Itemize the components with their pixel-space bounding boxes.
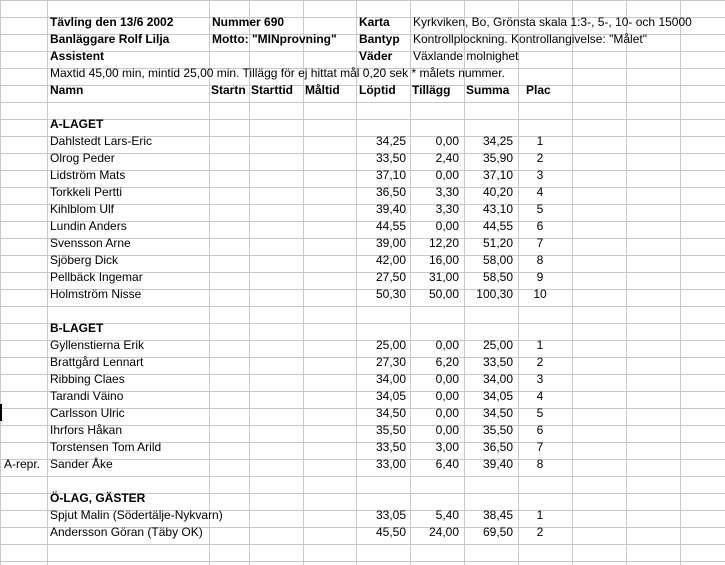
tillagg-cell[interactable]: 16,00 xyxy=(428,253,459,267)
table-row xyxy=(0,371,725,388)
summa-cell[interactable]: 33,50 xyxy=(482,355,513,369)
tillagg-cell[interactable]: 31,00 xyxy=(428,270,459,284)
plac-cell[interactable]: 8 xyxy=(536,253,544,267)
loptid-cell[interactable]: 27,50 xyxy=(375,270,406,284)
summa-cell[interactable]: 34,50 xyxy=(482,406,513,420)
plac-cell[interactable]: 1 xyxy=(536,508,544,522)
competition-date-cell[interactable]: Tävling den 13/6 2002 xyxy=(50,15,174,29)
loptid-cell[interactable]: 35,50 xyxy=(375,423,406,437)
plac-cell[interactable]: 7 xyxy=(536,440,544,454)
name-cell[interactable]: Ihrfors Håkan xyxy=(50,423,123,437)
tillagg-cell[interactable]: 50,00 xyxy=(428,287,459,301)
tillagg-cell[interactable]: 0,00 xyxy=(435,372,459,386)
summa-cell[interactable]: 35,90 xyxy=(482,151,513,165)
name-cell[interactable]: Carlsson Ulric xyxy=(50,406,125,420)
tillagg-cell[interactable]: 12,20 xyxy=(428,236,459,250)
loptid-cell[interactable]: 33,50 xyxy=(375,151,406,165)
loptid-cell[interactable]: 34,00 xyxy=(375,372,406,386)
summa-cell[interactable]: 58,00 xyxy=(482,253,513,267)
tillagg-cell[interactable]: 2,40 xyxy=(435,151,459,165)
summa-cell[interactable]: 36,50 xyxy=(482,440,513,454)
table-row xyxy=(0,354,725,371)
name-cell[interactable]: Spjut Malin (Södertälje-Nykvarn) xyxy=(50,508,223,522)
tillagg-cell[interactable]: 3,00 xyxy=(435,440,459,454)
table-row xyxy=(0,235,725,252)
table-row xyxy=(0,133,725,150)
loptid-cell[interactable]: 44,55 xyxy=(375,219,406,233)
plac-cell[interactable]: 2 xyxy=(536,355,544,369)
course-type-label-cell[interactable]: Bantyp xyxy=(359,32,400,46)
loptid-cell[interactable]: 33,05 xyxy=(375,508,406,522)
loptid-cell[interactable]: 50,30 xyxy=(375,287,406,301)
column-header-summa[interactable]: Summa xyxy=(466,83,510,97)
table-row xyxy=(0,422,725,439)
table-row xyxy=(0,405,725,422)
plac-cell[interactable]: 8 xyxy=(536,457,544,471)
column-header-loptid[interactable]: Löptid xyxy=(359,83,396,97)
motto-cell[interactable]: Motto: "MINprovning" xyxy=(212,32,337,46)
loptid-cell[interactable]: 36,50 xyxy=(375,185,406,199)
loptid-cell[interactable]: 34,50 xyxy=(375,406,406,420)
column-header-row xyxy=(0,82,725,99)
tillagg-cell[interactable]: 3,30 xyxy=(435,202,459,216)
name-cell[interactable]: Tarandi Väino xyxy=(50,389,124,403)
loptid-cell[interactable]: 27,30 xyxy=(375,355,406,369)
header-row-1 xyxy=(0,14,725,31)
tillagg-cell[interactable]: 0,00 xyxy=(435,423,459,437)
tillagg-cell[interactable]: 5,40 xyxy=(435,508,459,522)
group-title-cell[interactable]: B-LAGET xyxy=(50,321,104,335)
name-cell[interactable]: Lundin Anders xyxy=(50,219,127,233)
competition-number-cell[interactable]: Nummer 690 xyxy=(212,15,285,29)
name-cell[interactable]: Ribbing Claes xyxy=(50,372,125,386)
table-row xyxy=(0,252,725,269)
assistant-cell[interactable]: Assistent xyxy=(50,49,105,63)
table-row xyxy=(0,201,725,218)
column-header-tillagg[interactable]: Tillägg xyxy=(412,83,451,97)
rules-row xyxy=(0,65,725,82)
loptid-cell[interactable]: 33,00 xyxy=(375,457,406,471)
summa-cell[interactable]: 35,50 xyxy=(482,423,513,437)
note-cell[interactable]: A-repr. xyxy=(4,457,41,471)
tillagg-cell[interactable]: 0,00 xyxy=(435,406,459,420)
plac-cell[interactable]: 6 xyxy=(536,219,544,233)
map-label-cell[interactable]: Karta xyxy=(359,15,390,29)
loptid-cell[interactable]: 39,00 xyxy=(375,236,406,250)
name-cell[interactable]: Dahlstedt Lars-Eric xyxy=(50,134,153,148)
column-header-starttid[interactable]: Starttid xyxy=(251,83,293,97)
name-cell[interactable]: Holmström Nisse xyxy=(50,287,142,301)
table-row xyxy=(0,218,725,235)
plac-cell[interactable]: 2 xyxy=(536,151,544,165)
tillagg-cell[interactable]: 24,00 xyxy=(428,525,459,539)
summa-cell[interactable]: 44,55 xyxy=(482,219,513,233)
name-cell[interactable]: Lidström Mats xyxy=(50,168,126,182)
summa-cell[interactable]: 40,20 xyxy=(482,185,513,199)
summa-cell[interactable]: 100,30 xyxy=(476,287,513,301)
group-title-row xyxy=(0,490,725,507)
loptid-cell[interactable]: 42,00 xyxy=(375,253,406,267)
plac-cell[interactable]: 1 xyxy=(536,338,544,352)
table-row xyxy=(0,337,725,354)
name-cell[interactable]: Sjöberg Dick xyxy=(50,253,119,267)
tillagg-cell[interactable]: 0,00 xyxy=(435,168,459,182)
plac-cell[interactable]: 3 xyxy=(536,168,544,182)
group-title-row xyxy=(0,320,725,337)
name-cell[interactable]: Kihlblom Ulf xyxy=(50,202,115,216)
summa-cell[interactable]: 39,40 xyxy=(482,457,513,471)
plac-cell[interactable]: 3 xyxy=(536,372,544,386)
plac-cell[interactable]: 5 xyxy=(536,202,544,216)
loptid-cell[interactable]: 25,00 xyxy=(375,338,406,352)
tillagg-cell[interactable]: 0,00 xyxy=(435,389,459,403)
loptid-cell[interactable]: 34,25 xyxy=(375,134,406,148)
loptid-cell[interactable]: 39,40 xyxy=(375,202,406,216)
table-row xyxy=(0,456,725,473)
loptid-cell[interactable]: 34,05 xyxy=(375,389,406,403)
plac-cell[interactable]: 9 xyxy=(536,270,544,284)
tillagg-cell[interactable]: 6,20 xyxy=(435,355,459,369)
header-row-2 xyxy=(0,31,725,48)
course-setter-cell[interactable]: Banläggare Rolf Lilja xyxy=(50,32,170,46)
summa-cell[interactable]: 69,50 xyxy=(482,525,513,539)
table-row xyxy=(0,167,725,184)
summa-cell[interactable]: 51,20 xyxy=(482,236,513,250)
table-row xyxy=(0,439,725,456)
loptid-cell[interactable]: 37,10 xyxy=(375,168,406,182)
summa-cell[interactable]: 58,50 xyxy=(482,270,513,284)
plac-cell[interactable]: 4 xyxy=(536,389,544,403)
name-cell[interactable]: Svensson Arne xyxy=(50,236,131,250)
group-title-cell[interactable]: Ö-LAG, GÄSTER xyxy=(50,491,146,505)
table-row xyxy=(0,269,725,286)
name-cell[interactable]: Brattgård Lennart xyxy=(50,355,144,369)
summa-cell[interactable]: 38,45 xyxy=(482,508,513,522)
tillagg-cell[interactable]: 0,00 xyxy=(435,134,459,148)
summa-cell[interactable]: 34,00 xyxy=(482,372,513,386)
table-row xyxy=(0,388,725,405)
name-cell[interactable]: Andersson Göran (Täby OK) xyxy=(50,525,203,539)
loptid-cell[interactable]: 45,50 xyxy=(375,525,406,539)
header-row-3 xyxy=(0,48,725,65)
rules-cell[interactable]: Maxtid 45,00 min, mintid 25,00 min. Tillägg för ej hittat mål 0,20 sek * målets nummer. xyxy=(50,66,505,80)
tillagg-cell[interactable]: 3,30 xyxy=(435,185,459,199)
table-row xyxy=(0,507,725,524)
plac-cell[interactable]: 4 xyxy=(536,185,544,199)
tillagg-cell[interactable]: 6,40 xyxy=(435,457,459,471)
summa-cell[interactable]: 34,05 xyxy=(482,389,513,403)
table-row xyxy=(0,150,725,167)
tillagg-cell[interactable]: 0,00 xyxy=(435,219,459,233)
summa-cell[interactable]: 25,00 xyxy=(482,338,513,352)
name-cell[interactable]: Gyllenstierna Erik xyxy=(50,338,145,352)
name-cell[interactable]: Pellbäck Ingemar xyxy=(50,270,143,284)
column-header-maltid[interactable]: Måltid xyxy=(305,83,340,97)
name-cell[interactable]: Torstensen Tom Arild xyxy=(50,440,162,454)
weather-label-cell[interactable]: Väder xyxy=(359,49,393,63)
course-type-value-cell[interactable]: Kontrollplockning. Kontrollangivelse: "Målet" xyxy=(413,32,647,46)
table-row xyxy=(0,286,725,303)
plac-cell[interactable]: 6 xyxy=(536,423,544,437)
column-header-plac[interactable]: Plac xyxy=(526,83,551,97)
summa-cell[interactable]: 37,10 xyxy=(482,168,513,182)
table-row xyxy=(0,184,725,201)
tillagg-cell[interactable]: 0,00 xyxy=(435,338,459,352)
summa-cell[interactable]: 34,25 xyxy=(482,134,513,148)
plac-cell[interactable]: 7 xyxy=(536,236,544,250)
plac-cell[interactable]: 5 xyxy=(536,406,544,420)
plac-cell[interactable]: 2 xyxy=(536,525,544,539)
weather-value-cell[interactable]: Växlande molnighet xyxy=(413,49,519,63)
group-title-row xyxy=(0,116,725,133)
plac-cell[interactable]: 10 xyxy=(533,287,547,301)
column-header-namn[interactable]: Namn xyxy=(50,83,84,97)
group-title-cell[interactable]: A-LAGET xyxy=(50,117,104,131)
summa-cell[interactable]: 43,10 xyxy=(482,202,513,216)
map-value-cell[interactable]: Kyrkviken, Bo, Grönsta skala 1:3-, 5-, 10- och 15000 xyxy=(413,15,692,29)
table-row xyxy=(0,524,725,541)
loptid-cell[interactable]: 33,50 xyxy=(375,440,406,454)
plac-cell[interactable]: 1 xyxy=(536,134,544,148)
name-cell[interactable]: Sander Åke xyxy=(50,457,113,471)
name-cell[interactable]: Torkkeli Pertti xyxy=(50,185,123,199)
column-header-startnr[interactable]: Startn xyxy=(211,83,246,97)
row-selection-marker xyxy=(0,404,2,421)
name-cell[interactable]: Olrog Peder xyxy=(50,151,115,165)
